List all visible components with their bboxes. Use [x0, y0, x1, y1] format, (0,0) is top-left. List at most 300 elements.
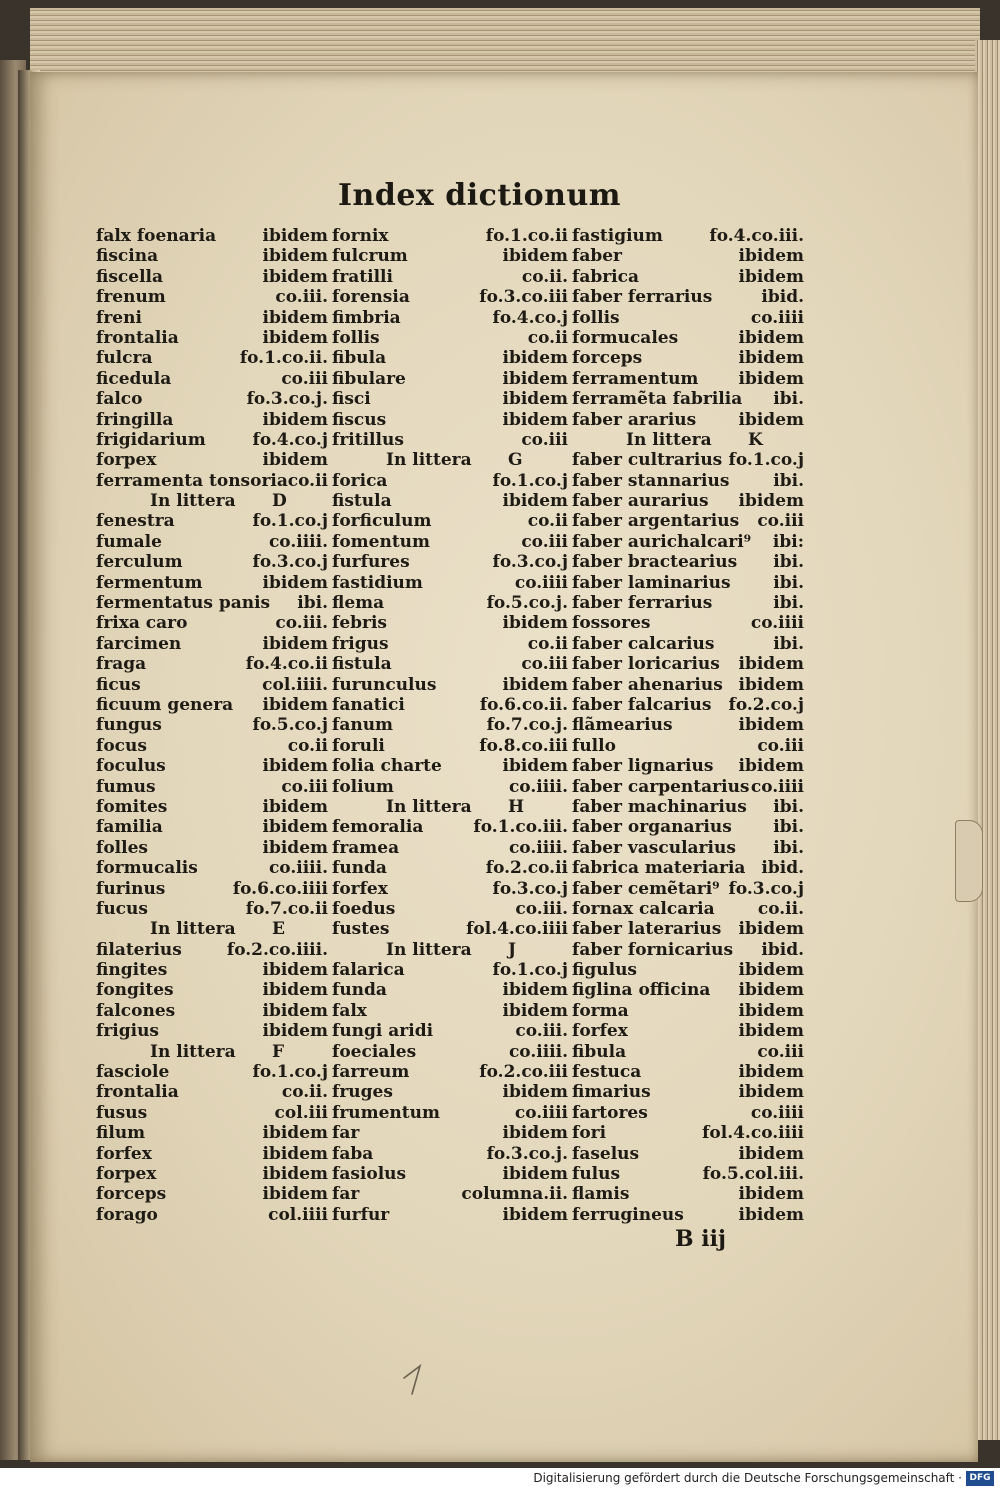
entry-word: fossores — [572, 613, 651, 634]
entry-word: frenum — [96, 287, 166, 308]
entry-reference: ibidem — [502, 491, 568, 512]
index-entry — [96, 1062, 328, 1082]
entry-word: fistula — [332, 491, 392, 512]
index-entry — [572, 287, 804, 307]
index-entry — [96, 410, 328, 430]
entry-reference: ibidem — [262, 1021, 328, 1042]
index-entry — [572, 838, 804, 858]
section-heading — [332, 797, 568, 817]
index-entry — [332, 715, 568, 735]
section-letter: E — [272, 919, 285, 940]
entry-word: faber lignarius — [572, 756, 714, 777]
index-entry — [572, 654, 804, 674]
entry-word: faber — [572, 246, 622, 267]
entry-word: forfex — [96, 1143, 152, 1164]
entry-reference: ibi. — [773, 470, 804, 491]
section-heading-text: In littera — [150, 1041, 236, 1062]
index-column-2 — [332, 226, 568, 1225]
entry-word: foeciales — [332, 1041, 417, 1062]
entry-reference: ibidem — [738, 1143, 804, 1164]
index-entry — [572, 940, 804, 960]
entry-word: far — [332, 1123, 360, 1144]
entry-word: filum — [96, 1123, 146, 1144]
index-entry — [96, 328, 328, 348]
entry-reference: ibidem — [502, 348, 568, 369]
entry-reference: co.iiii. — [268, 531, 328, 552]
entry-word: furunculus — [332, 674, 437, 695]
entry-word: funda — [332, 858, 387, 879]
index-entry — [96, 430, 328, 450]
bookmark-tab — [955, 820, 983, 902]
entry-reference: col.iii — [274, 1102, 328, 1123]
entry-reference: ibidem — [502, 409, 568, 430]
entry-word: fibulare — [332, 368, 406, 389]
index-entry — [332, 410, 568, 430]
index-entry — [96, 777, 328, 797]
entry-word: fungi aridi — [332, 1021, 434, 1042]
entry-reference: ibi. — [773, 572, 804, 593]
entry-reference: co.iiii — [514, 1102, 568, 1123]
index-entry — [332, 348, 568, 368]
entry-reference: ibidem — [262, 572, 328, 593]
entry-word: frigidarium — [96, 429, 206, 450]
section-heading — [96, 1042, 328, 1062]
entry-reference: fo.3.co.j — [492, 552, 568, 573]
index-entry — [96, 226, 328, 246]
index-entry — [96, 654, 328, 674]
entry-word: foruli — [332, 735, 385, 756]
index-entry — [572, 226, 804, 246]
index-entry — [96, 348, 328, 368]
index-entry — [332, 1062, 568, 1082]
index-entry — [96, 471, 328, 491]
entry-reference: ibidem — [262, 409, 328, 430]
entry-word: folium — [332, 776, 394, 797]
index-entry — [96, 715, 328, 735]
entry-word: ferrugineus — [572, 1204, 684, 1225]
entry-reference: ibidem — [502, 1082, 568, 1103]
entry-reference: fo.2.co.ii — [485, 858, 568, 879]
index-entry — [96, 267, 328, 287]
entry-reference: fo.3.co.j. — [486, 1143, 568, 1164]
entry-word: frixa caro — [96, 613, 188, 634]
index-entry — [572, 613, 804, 633]
entry-word: fimbria — [332, 307, 401, 328]
entry-word: faber calcarius — [572, 633, 715, 654]
index-entry — [572, 532, 804, 552]
entry-word: frontalia — [96, 1082, 179, 1103]
entry-word: faber falcarius — [572, 694, 712, 715]
entry-word: forago — [96, 1204, 158, 1225]
section-heading-text: In littera — [386, 796, 472, 817]
entry-word: frontalia — [96, 327, 179, 348]
entry-reference: ibidem — [738, 960, 804, 981]
entry-word: fermentum — [96, 572, 203, 593]
entry-reference: co.iii — [281, 368, 328, 389]
index-entry — [96, 450, 328, 470]
section-letter: G — [508, 450, 523, 471]
entry-reference: ibidem — [502, 756, 568, 777]
entry-word: fomites — [96, 796, 168, 817]
index-entry — [572, 1205, 804, 1225]
entry-reference: fo.3.co.j — [492, 878, 568, 899]
entry-word: fabrica materiaria — [572, 858, 746, 879]
index-entry — [96, 308, 328, 328]
index-entry — [332, 695, 568, 715]
section-heading-text: In littera — [150, 919, 236, 940]
entry-word: fasiolus — [332, 1163, 407, 1184]
index-entry — [96, 1164, 328, 1184]
entry-reference: fol.4.co.iiii — [466, 919, 568, 940]
index-entry — [572, 511, 804, 531]
entry-reference: co.iiii — [514, 572, 568, 593]
entry-reference: ibidem — [262, 1184, 328, 1205]
entry-reference: fo.3.co.j — [252, 552, 328, 573]
entry-reference: ibidem — [502, 389, 568, 410]
index-entry — [332, 838, 568, 858]
entry-word: ferramẽta fabrilia — [572, 389, 743, 410]
section-heading — [96, 919, 328, 939]
entry-reference: ibid. — [761, 858, 804, 879]
entry-reference: co.iiii — [750, 307, 804, 328]
entry-word: faber aurichalcari⁹ — [572, 531, 752, 552]
entry-reference: ibidem — [738, 919, 804, 940]
entry-reference: fo.5.col.iii. — [702, 1163, 804, 1184]
entry-word: fraga — [96, 654, 147, 675]
entry-reference: ibidem — [502, 246, 568, 267]
entry-reference: fo.7.co.j. — [486, 715, 568, 736]
entry-reference: ibidem — [262, 756, 328, 777]
entry-word: forpex — [96, 1163, 157, 1184]
entry-word: fartores — [572, 1102, 648, 1123]
entry-reference: fo.5.co.j. — [486, 593, 568, 614]
entry-word: fringilla — [96, 409, 174, 430]
entry-word: forficulum — [332, 511, 432, 532]
entry-word: fornax calcaria — [572, 898, 715, 919]
index-entry — [332, 1123, 568, 1143]
index-entry — [96, 246, 328, 266]
entry-reference: fo.2.co.j — [728, 694, 804, 715]
entry-word: faber machinarius — [572, 796, 747, 817]
index-entry — [332, 613, 568, 633]
entry-word: faber carpentarius — [572, 776, 750, 797]
index-entry — [572, 980, 804, 1000]
entry-reference: ibidem — [738, 348, 804, 369]
index-entry — [96, 980, 328, 1000]
entry-word: follis — [332, 327, 380, 348]
entry-reference: ibidem — [262, 1123, 328, 1144]
entry-word: fastigium — [572, 226, 663, 246]
entry-reference: ibidem — [262, 1000, 328, 1021]
index-entry — [332, 267, 568, 287]
entry-reference: ibidem — [738, 980, 804, 1001]
entry-reference: fo.3.co.j — [728, 878, 804, 899]
entry-reference: co.iii. — [275, 287, 328, 308]
entry-reference: ibi. — [773, 837, 804, 858]
entry-word: ficuum genera — [96, 694, 234, 715]
entry-word: forceps — [572, 348, 643, 369]
entry-word: focus — [96, 735, 147, 756]
index-entry — [572, 1144, 804, 1164]
entry-word: faber laminarius — [572, 572, 731, 593]
entry-reference: fo.5.co.j — [252, 715, 328, 736]
entry-reference: co.iii — [521, 654, 568, 675]
entry-word: fruges — [332, 1082, 393, 1103]
index-entry — [332, 736, 568, 756]
entry-reference: ibidem — [262, 837, 328, 858]
entry-word: faber loricarius — [572, 654, 720, 675]
entry-reference: fo.6.co.iiii — [232, 878, 328, 899]
entry-reference: fo.3.co.j. — [246, 389, 328, 410]
index-entry — [332, 369, 568, 389]
entry-word: falcones — [96, 1000, 176, 1021]
entry-reference: ibi: — [772, 531, 804, 552]
entry-reference: co.iiii. — [508, 1041, 568, 1062]
entry-word: fucus — [96, 898, 148, 919]
index-entry — [572, 267, 804, 287]
entry-word: ferculum — [96, 552, 183, 573]
entry-word: falx — [332, 1000, 367, 1021]
entry-word: febris — [332, 613, 388, 634]
index-entry — [332, 491, 568, 511]
index-entry — [332, 308, 568, 328]
index-entry — [96, 511, 328, 531]
section-letter: D — [272, 491, 287, 512]
index-entry — [572, 1082, 804, 1102]
entry-word: fermentatus panis — [96, 593, 271, 614]
entry-word: faselus — [572, 1143, 640, 1164]
index-entry — [572, 1184, 804, 1204]
entry-word: frigus — [332, 633, 389, 654]
entry-word: falx foenaria — [96, 226, 217, 246]
index-entry — [572, 573, 804, 593]
index-entry — [96, 634, 328, 654]
index-entry — [332, 1082, 568, 1102]
index-entry — [572, 1021, 804, 1041]
entry-word: fiscella — [96, 266, 164, 287]
index-entry — [332, 960, 568, 980]
index-entry — [96, 817, 328, 837]
index-entry — [332, 573, 568, 593]
entry-word: filaterius — [96, 939, 182, 960]
entry-reference: ibi. — [773, 389, 804, 410]
index-entry — [96, 899, 328, 919]
entry-reference: ibidem — [738, 491, 804, 512]
index-entry — [572, 593, 804, 613]
entry-word: forceps — [96, 1184, 167, 1205]
entry-reference: col.iiii — [268, 1204, 328, 1225]
index-entry — [96, 287, 328, 307]
entry-word: fenestra — [96, 511, 175, 532]
entry-reference: ibidem — [262, 307, 328, 328]
entry-reference: fo.1.co.j — [492, 470, 568, 491]
entry-word: fulcra — [96, 348, 153, 369]
entry-reference: ibidem — [262, 633, 328, 654]
index-entry — [332, 1164, 568, 1184]
entry-word: folles — [96, 837, 148, 858]
entry-word: fusus — [96, 1102, 148, 1123]
entry-word: fasciole — [96, 1062, 170, 1083]
entry-word: fratilli — [332, 266, 393, 287]
entry-reference: ibidem — [262, 327, 328, 348]
entry-reference: ibidem — [738, 1082, 804, 1103]
index-entry — [96, 675, 328, 695]
entry-word: fullo — [572, 735, 616, 756]
entry-reference: ibidem — [262, 226, 328, 246]
index-column-1 — [96, 226, 328, 1225]
entry-word: fulcrum — [332, 246, 408, 267]
entry-word: fungus — [96, 715, 162, 736]
index-entry — [572, 348, 804, 368]
entry-reference: ibidem — [738, 674, 804, 695]
entry-word: flema — [332, 593, 385, 614]
entry-reference: co.iiii. — [508, 776, 568, 797]
index-entry — [332, 858, 568, 878]
entry-word: fumale — [96, 531, 162, 552]
index-entry — [96, 879, 328, 899]
entry-word: freni — [96, 307, 142, 328]
index-entry — [572, 246, 804, 266]
index-entry — [332, 777, 568, 797]
entry-word: fulus — [572, 1163, 621, 1184]
entry-word: fiscus — [332, 409, 387, 430]
entry-word: formucales — [572, 327, 679, 348]
index-entry — [572, 675, 804, 695]
entry-word: fritillus — [332, 429, 404, 450]
entry-reference: ibidem — [262, 960, 328, 981]
index-entry — [572, 736, 804, 756]
entry-word: fibula — [572, 1041, 627, 1062]
entry-reference: ibidem — [738, 1021, 804, 1042]
index-entry — [572, 450, 804, 470]
entry-word: fiscina — [96, 246, 159, 267]
entry-reference: ibi. — [773, 817, 804, 838]
entry-reference: fo.1.co.j — [252, 1062, 328, 1083]
index-entry — [332, 593, 568, 613]
entry-word: fori — [572, 1123, 607, 1144]
index-entry — [96, 1103, 328, 1123]
index-entry — [572, 797, 804, 817]
entry-reference: fo.4.co.j — [252, 429, 328, 450]
section-heading-text: In littera — [386, 450, 472, 471]
entry-reference: ibidem — [738, 1062, 804, 1083]
index-entry — [332, 1001, 568, 1021]
entry-word: farreum — [332, 1062, 410, 1083]
entry-word: forfex — [572, 1021, 628, 1042]
index-entry — [332, 246, 568, 266]
index-entry — [332, 226, 568, 246]
entry-word: figlina officina — [572, 980, 711, 1001]
entry-word: faber vascularius — [572, 837, 736, 858]
entry-word: frumentum — [332, 1102, 440, 1123]
fore-edge — [975, 40, 1000, 1440]
entry-word: furinus — [96, 878, 166, 899]
entry-reference: ibidem — [262, 796, 328, 817]
entry-reference: fo.2.co.iii — [479, 1062, 568, 1083]
entry-word: follis — [572, 307, 620, 328]
entry-word: faber fornicarius — [572, 939, 734, 960]
entry-reference: fo.4.co.ii — [245, 654, 328, 675]
entry-word: flamis — [572, 1184, 630, 1205]
entry-word: faber ferrarius — [572, 287, 713, 308]
entry-reference: ibidem — [262, 1143, 328, 1164]
entry-reference: ibidem — [502, 980, 568, 1001]
index-entry — [572, 328, 804, 348]
entry-reference: ibidem — [262, 817, 328, 838]
index-entry — [96, 1001, 328, 1021]
entry-reference: co.iii. — [515, 898, 568, 919]
entry-reference: ibidem — [738, 246, 804, 267]
entry-reference: fo.1.co.j — [252, 511, 328, 532]
entry-reference: co.ii — [527, 633, 568, 654]
entry-reference: ibidem — [502, 368, 568, 389]
index-entry — [96, 1082, 328, 1102]
section-heading — [572, 430, 804, 450]
index-entry — [572, 817, 804, 837]
index-entry — [96, 593, 328, 613]
entry-reference: co.iiii. — [268, 858, 328, 879]
pencil-mark — [398, 1348, 448, 1398]
entry-reference: ibidem — [262, 450, 328, 471]
section-letter: F — [272, 1041, 285, 1062]
section-heading — [96, 491, 328, 511]
entry-word: fumus — [96, 776, 156, 797]
index-entry — [96, 695, 328, 715]
index-entry — [332, 1184, 568, 1204]
index-entry — [332, 511, 568, 531]
index-entry — [572, 919, 804, 939]
index-entry — [96, 960, 328, 980]
index-entry — [96, 940, 328, 960]
entry-word: ficedula — [96, 368, 172, 389]
entry-reference: co.iii — [757, 1041, 804, 1062]
page-title: Index dictionum — [338, 178, 622, 213]
entry-reference: co.ii. — [521, 266, 568, 287]
index-entry — [96, 532, 328, 552]
footer-bar — [0, 1468, 1000, 1490]
entry-reference: fo.2.co.iiii. — [226, 939, 328, 960]
index-entry — [572, 1042, 804, 1062]
entry-word: fornix — [332, 226, 389, 246]
index-entry — [96, 552, 328, 572]
section-heading — [332, 450, 568, 470]
index-entry — [572, 777, 804, 797]
entry-word: folia charte — [332, 756, 442, 777]
entry-word: flãmearius — [572, 715, 673, 736]
entry-reference: ibidem — [502, 1000, 568, 1021]
index-entry — [332, 817, 568, 837]
index-entry — [96, 858, 328, 878]
index-entry — [332, 1205, 568, 1225]
entry-word: fanatici — [332, 694, 405, 715]
index-entry — [572, 695, 804, 715]
entry-reference: ibidem — [502, 1204, 568, 1225]
entry-word: figulus — [572, 960, 637, 981]
entry-word: festuca — [572, 1062, 642, 1083]
entry-reference: ibidem — [262, 266, 328, 287]
entry-reference: fo.6.co.ii. — [479, 694, 568, 715]
entry-reference: fo.8.co.iii — [479, 735, 568, 756]
index-column-3 — [572, 226, 804, 1225]
index-entry — [332, 328, 568, 348]
entry-word: funda — [332, 980, 387, 1001]
entry-reference: co.iiii — [750, 613, 804, 634]
section-heading-text: In littera — [626, 429, 712, 450]
index-entry — [572, 879, 804, 899]
index-entry — [572, 756, 804, 776]
index-entry — [332, 899, 568, 919]
entry-word: foedus — [332, 898, 396, 919]
